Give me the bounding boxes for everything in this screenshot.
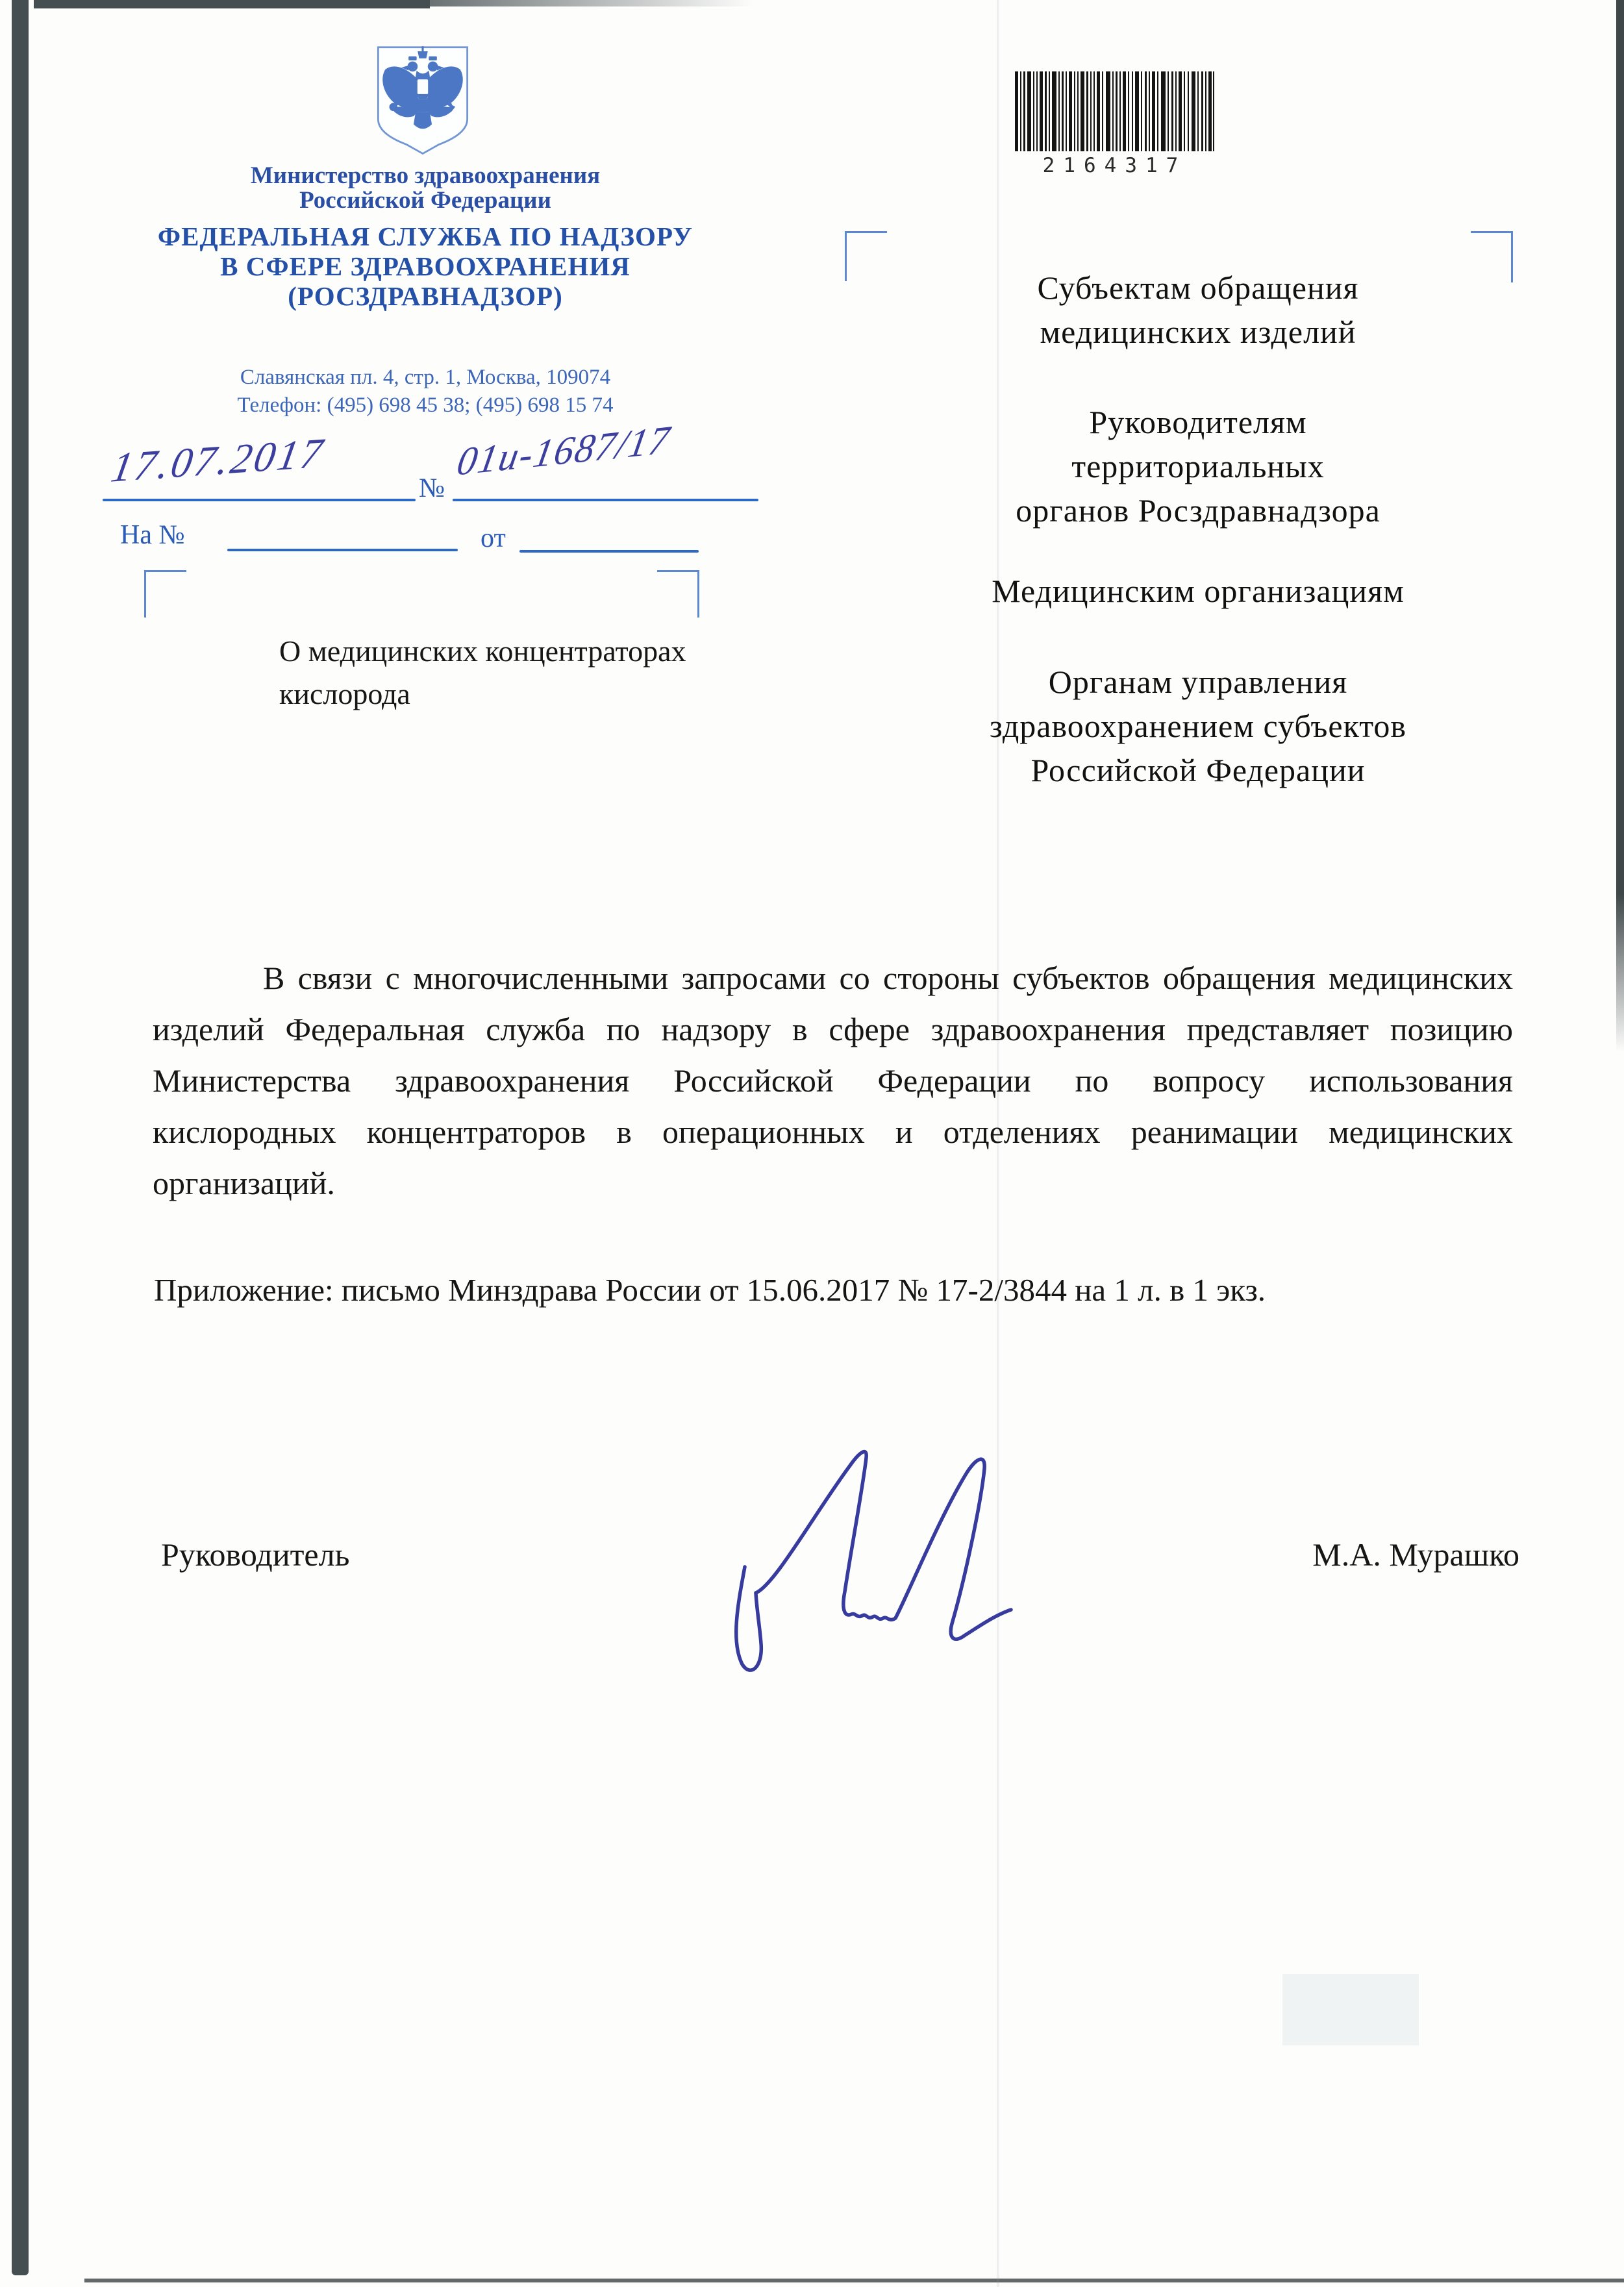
ministry-name [49,164,802,213]
recipient-line: Органам управления [1048,664,1348,700]
number-sign: № [419,473,445,503]
address-block [49,364,802,419]
subject-line1: О медицинских концентраторах [279,634,686,668]
on-number-underline [227,549,458,551]
scan-shade-bottom-right [1282,1974,1419,2045]
subject-line [279,630,734,716]
recipient-group [838,569,1558,613]
scan-edge-bottom [84,2279,1624,2282]
signature-handwritten [705,1438,1042,1685]
service-line2: В СФЕРЕ ЗДРАВООХРАНЕНИЯ [220,251,631,281]
from-underline [519,550,699,553]
recipient-line: органов Росздравнадзора [1016,492,1380,529]
scan-edge-top-fade [429,0,753,6]
service-line3: (РОСЗДРАВНАДЗОР) [288,281,563,311]
recipient-line: медицинских изделий [1040,314,1356,350]
corner-bracket-subject-left [144,570,186,618]
coat-of-arms-icon [372,44,473,160]
recipient-group [838,266,1558,354]
from-label: от [481,523,506,553]
signer-name: М.А. Мурашко [1312,1536,1519,1573]
corner-bracket-subject-right [657,570,699,618]
subject-line2: кислорода [279,677,410,710]
recipient-line: Руководителям [1089,404,1307,440]
signer-title: Руководитель [161,1536,350,1573]
barcode [1015,71,1214,177]
recipient-line: Российской Федерации [1031,752,1366,788]
recipient-group [838,660,1558,792]
attachment-line: Приложение: письмо Минздрава России от 15.06.2017 № 17-2/3844 на 1 л. в 1 экз. [154,1272,1266,1308]
body-paragraph: В связи с многочисленными запросами со стороны субъектов обращения медицинских изделий Федеральная служба по надзору в сфере здравоохранения представляет позицию Министерства здравоохранения Российской Федерации по вопросу использования кислородных концентраторов в операционных и отделениях реанимации медицинских организаций. [153,960,1513,1201]
recipient-line: Медицинским организациям [992,573,1405,609]
barcode-number: 2164317 [1042,154,1187,177]
outgoing-date-handwritten: 17.07.2017 [108,429,329,491]
ministry-line2: Российской Федерации [299,187,551,214]
service-line1: ФЕДЕРАЛЬНАЯ СЛУЖБА ПО НАДЗОРУ [157,221,693,251]
scan-edge-right [1616,0,1624,1052]
recipient-line: здравоохранением субъектов [989,708,1407,744]
date-underline [103,499,416,501]
recipient-line: Субъектам обращения [1037,269,1359,306]
recipient-line: территориальных [1071,448,1325,484]
address-line: Славянская пл. 4, стр. 1, Москва, 109074 [240,366,611,389]
number-underline [453,499,758,501]
on-number-label: На № [120,520,185,550]
barcode-icon [1015,71,1214,151]
recipient-group [838,400,1558,532]
outgoing-number-handwritten: 01и-1687/17 [454,418,674,484]
scan-edge-left [12,0,29,2275]
phone-line: Телефон: (495) 698 45 38; (495) 698 15 74 [237,394,614,417]
scan-edge-top [34,0,430,8]
ministry-line1: Министерство здравоохранения [250,162,601,189]
service-name [49,221,802,311]
